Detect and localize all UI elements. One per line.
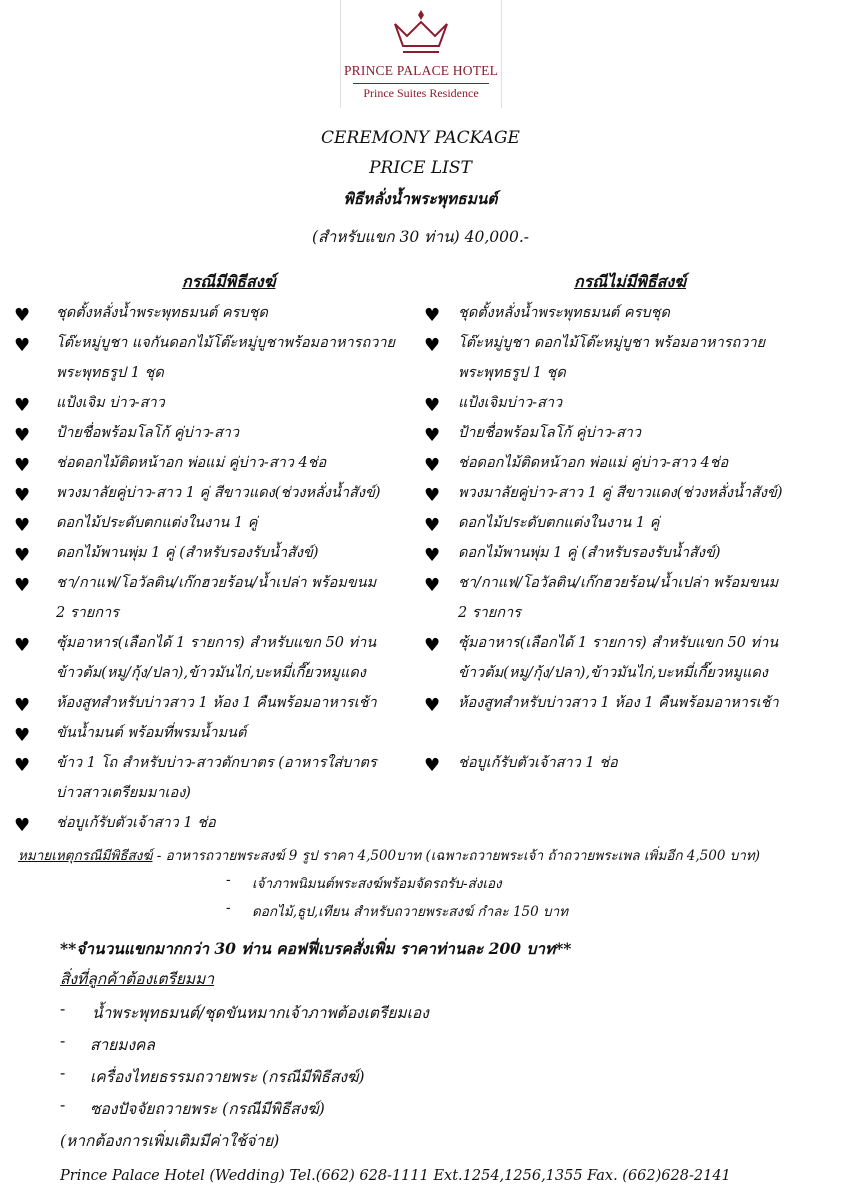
left-item: 2 รายการ [56,605,119,621]
heart-icon: ♥ [14,545,31,566]
heart-icon: ♥ [14,395,31,416]
heart-icon: ♥ [14,755,31,776]
remark-line [18,844,760,866]
heart-icon: ♥ [14,425,31,446]
prepare-heading: สิ่งที่ลูกค้าต้องเตรียมมา [60,970,215,988]
left-item: บ่าวสาวเตรียมมาเอง) [56,785,191,801]
right-item: ชุดตั้งหลั่งน้ำพระพุทธมนต์ ครบชุด [458,305,670,321]
heart-icon: ♥ [14,725,31,746]
right-item: ป้ายชื่อพร้อมโลโก้ คู่บ่าว-สาว [458,425,642,441]
left-item: ดอกไม้ประดับตกแต่งในงาน 1 คู่ [56,515,258,531]
heart-icon: ♥ [424,755,441,776]
heart-icon: ♥ [14,635,31,656]
remark-dash: - [226,872,231,888]
left-item: ข้าว 1 โถ สำหรับบ่าว-สาวตักบาตร (อาหารใส่บาตร [56,755,377,771]
title-ceremony-thai: พิธีหลั่งน้ำพระพุทธมนต์ [343,189,498,208]
remark-label: หมายเหตุกรณีมีพิธีสงฆ์ [18,848,153,864]
heart-icon: ♥ [424,515,441,536]
left-item: ช่อดอกไม้ติดหน้าอก พ่อแม่ คู่บ่าว-สาว 4ช่อ [56,455,327,471]
left-item: โต๊ะหมู่บูชา แจกันดอกไม้โต๊ะหมู่บูชาพร้อมอาหารถวาย [56,335,396,351]
heart-icon: ♥ [14,695,31,716]
heart-icon: ♥ [424,395,441,416]
heart-icon: ♥ [424,485,441,506]
right-item: ห้องสูทสำหรับบ่าวสาว 1 ห้อง 1 คืนพร้อมอาหารเช้า [458,695,779,711]
right-item: พระพุทธรูป 1 ชุด [458,365,566,381]
prepare-dash: - [60,1000,66,1018]
heart-icon: ♥ [14,485,31,506]
heart-icon: ♥ [424,695,441,716]
right-item: พวงมาลัยคู่บ่าว-สาว 1 คู่ สีขาวแดง(ช่วงหลั่งน้ำสังข์) [458,485,783,501]
left-item: พวงมาลัยคู่บ่าว-สาว 1 คู่ สีขาวแดง(ช่วงหลั่งน้ำสังข์) [56,485,381,501]
heart-icon: ♥ [424,635,441,656]
left-item: ขันน้ำมนต์ พร้อมที่พรมน้ำมนต์ [56,725,247,741]
prepare-item: เครื่องไทยธรรมถวายพระ (กรณีมีพิธีสงฆ์) [90,1068,365,1086]
heart-icon: ♥ [14,455,31,476]
hotel-logo [340,0,502,108]
right-item: ดอกไม้พานพุ่ม 1 คู่ (สำหรับรองรับน้ำสังข์) [458,545,721,561]
left-item: แป้งเจิม บ่าว-สาว [56,395,165,411]
title-price-list: PRICE LIST [369,158,472,178]
prepare-dash: - [60,1064,66,1082]
heart-icon: ♥ [424,335,441,356]
hotel-subname: Prince Suites Residence [363,86,479,100]
prepare-item: น้ำพระพุทธมนต์/ชุดขันหมากเจ้าภาพต้องเตรียมเอง [92,1004,429,1022]
hotel-name: PRINCE PALACE HOTEL [343,63,499,78]
prepare-dash: - [60,1032,66,1050]
left-item: ซุ้มอาหาร(เลือกได้ 1 รายการ) สำหรับแขก 50 ท่าน [56,635,377,651]
heart-icon: ♥ [14,815,31,836]
heart-icon: ♥ [14,335,31,356]
heart-icon: ♥ [14,515,31,536]
left-item: ดอกไม้พานพุ่ม 1 คู่ (สำหรับรองรับน้ำสังข์) [56,545,319,561]
crown-icon [389,6,453,62]
left-column-heading: กรณีมีพิธีสงฆ์ [182,272,276,291]
right-item: ซุ้มอาหาร(เลือกได้ 1 รายการ) สำหรับแขก 50 ท่าน [458,635,779,651]
left-item: ชา/กาแฟ/โอวัลติน/เก๊กฮวยร้อน/น้ำเปล่า พร้อมขนม [56,575,377,591]
right-item: โต๊ะหมู่บูชา ดอกไม้โต๊ะหมู่บูชา พร้อมอาหารถวาย [458,335,766,351]
extra-guests-note: **จำนวนแขกมากกว่า 30 ท่าน คอฟฟี่เบรคสั่งเพิ่ม ราคาท่านละ 200 บาท** [60,939,572,958]
heart-icon: ♥ [424,455,441,476]
right-item: ช่อบูเก้รับตัวเจ้าสาว 1 ช่อ [458,755,618,771]
prepare-item: สายมงคล [90,1036,155,1054]
heart-icon: ♥ [14,575,31,596]
prepare-note: (หากต้องการเพิ่มเติมมีค่าใช้จ่าย) [60,1132,280,1150]
left-item: พระพุทธรูป 1 ชุด [56,365,164,381]
right-item: แป้งเจิมบ่าว-สาว [458,395,563,411]
heart-icon: ♥ [424,545,441,566]
prepare-item: ซองปัจจัยถวายพระ (กรณีมีพิธีสงฆ์) [90,1100,325,1118]
right-column-heading: กรณีไม่มีพิธีสงฆ์ [574,272,687,291]
logo-divider [353,83,489,84]
right-item: 2 รายการ [458,605,521,621]
right-item: ชา/กาแฟ/โอวัลติน/เก๊กฮวยร้อน/น้ำเปล่า พร้อมขนม [458,575,779,591]
title-package: CEREMONY PACKAGE [321,128,520,148]
left-item: ช่อบูเก้รับตัวเจ้าสาว 1 ช่อ [56,815,216,831]
remark-dash: - [226,900,231,916]
left-item: ห้องสูทสำหรับบ่าวสาว 1 ห้อง 1 คืนพร้อมอาหารเช้า [56,695,377,711]
heart-icon: ♥ [424,425,441,446]
left-item: ป้ายชื่อพร้อมโลโก้ คู่บ่าว-สาว [56,425,240,441]
right-item: ช่อดอกไม้ติดหน้าอก พ่อแม่ คู่บ่าว-สาว 4ช่อ [458,455,729,471]
prepare-dash: - [60,1096,66,1114]
right-item: ข้าวต้ม(หมู/กุ้ง/ปลา),ข้าวมันไก่,บะหมี่เกี๊ยวหมูแดง [458,665,768,681]
heart-icon: ♥ [424,305,441,326]
left-item: ข้าวต้ม(หมู/กุ้ง/ปลา),ข้าวมันไก่,บะหมี่เกี๊ยวหมูแดง [56,665,366,681]
heart-icon: ♥ [14,305,31,326]
remark-text: - อาหารถวายพระสงฆ์ 9 รูป ราคา 4,500บาท (เฉพาะถวายพระเจ้า ถ้าถวายพระเพล เพิ่มอีก 4,500 บาท) [152,848,761,864]
contact-footer: Prince Palace Hotel (Wedding) Tel.(662) 628-1111 Ext.1254,1256,1355 Fax. (662)628-2141 [60,1168,731,1184]
remark-sub-1: เจ้าภาพนิมนต์พระสงฆ์พร้อมจัดรถรับ-ส่งเอง [252,876,502,892]
left-item: ชุดตั้งหลั่งน้ำพระพุทธมนต์ ครบชุด [56,305,268,321]
right-item: ดอกไม้ประดับตกแต่งในงาน 1 คู่ [458,515,660,531]
title-guests-price: (สำหรับแขก 30 ท่าน) 40,000.- [311,228,530,246]
remark-sub-2: ดอกไม้,ธูป,เทียน สำหรับถวายพระสงฆ์ กำละ 150 บาท [252,904,569,920]
heart-icon: ♥ [424,575,441,596]
